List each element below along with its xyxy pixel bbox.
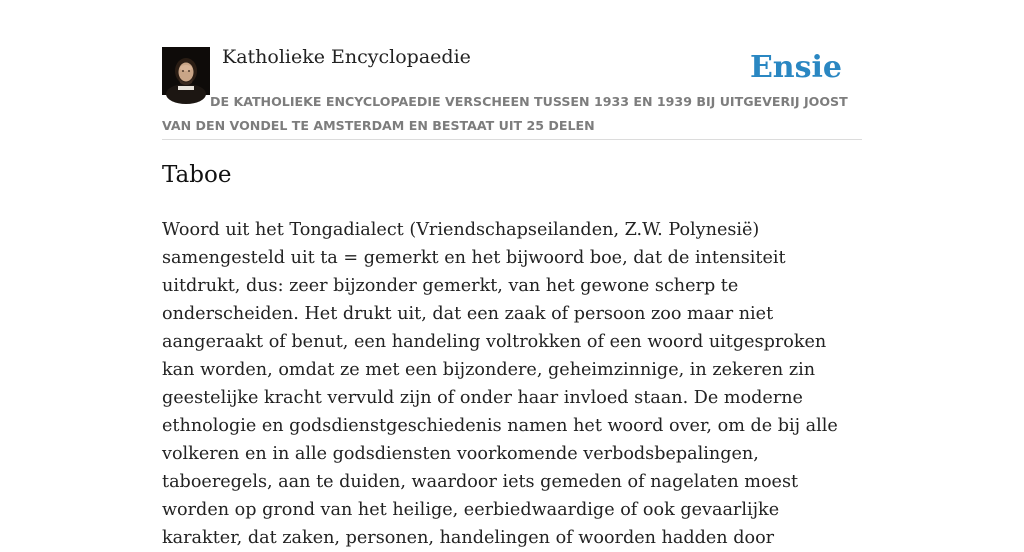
divider xyxy=(162,139,862,140)
site-title[interactable]: Katholieke Encyclopaedie xyxy=(222,46,471,68)
article-title: Taboe xyxy=(162,162,232,188)
brand-logo[interactable]: Ensie xyxy=(749,50,842,85)
site-description: DE KATHOLIEKE ENCYCLOPAEDIE VERSCHEEN TUSSEN 1933 EN 1939 BIJ UITGEVERIJ JOOST VAN DEN VONDEL TE AMSTERDAM EN BESTAAT UIT 25 DELEN xyxy=(162,94,848,133)
article-body: Woord uit het Tongadialect (Vriendschapseilanden, Z.W. Polynesië) samengesteld uit ta = gemerkt en het bijwoord boe, dat de intensiteit uitdrukt, dus: zeer bijzonder gemerkt, van het gewone scherp te onderscheiden. Het drukt uit, dat een zaak of persoon zoo maar niet aangeraakt of benut, een handeling voltrokken of een woord uitgesproken kan worden, omdat ze met een bijzondere, geheimzinnige, in zekeren zin geestelijke kracht vervuld zijn of onder haar invloed staan. De moderne ethnologie en godsdienstgeschiedenis namen het woord over, om de bij alle volkeren en in alle godsdiensten voorkomende verbodsbepalingen, taboeregels, aan te duiden, waardoor iets gemeden of nagelaten moest worden op grond van het heilige, eerbiedwaardige of ook gevaarlijke karakter, dat zaken, personen, handelingen of woorden hadden door xyxy=(162,220,838,548)
portrait-icon xyxy=(162,47,210,95)
avatar[interactable] xyxy=(162,47,210,95)
